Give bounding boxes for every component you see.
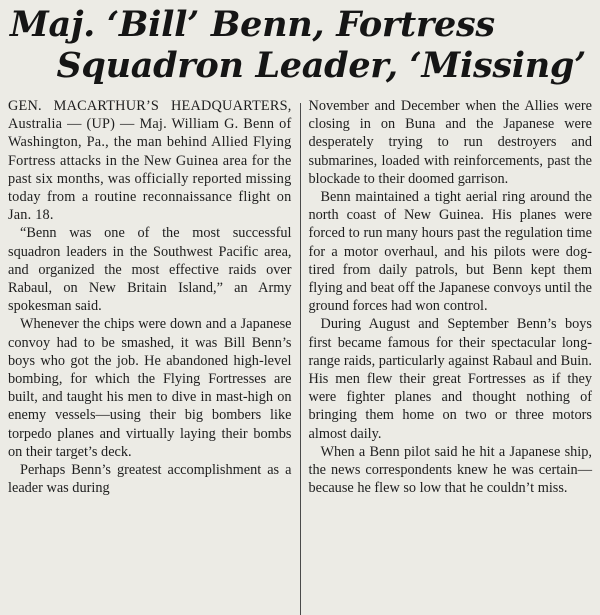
right-column [301, 97, 593, 615]
paragraph-dateline: GEN. MACARTHUR’S HEADQUARTERS, Australia — (UP) — Maj. William G. Benn of Washington, Pa., the man behind Allied Flying Fortress attacks in the New Guinea area for the past six months, was officially reported missing today from a routine reconnaissance flight on Jan. 18. [8, 98, 292, 224]
paragraph-continued: November and December when the Allies were closing in on Buna and the Japanese were desperately trying to run destroyers and submarines, loaded with reinforcements, past the blockade to their doomed garrison. [308, 98, 592, 187]
paragraph: During August and September Benn’s boys first became famous for their spectacular long-range raids, particularly against Rabaul and Buin. His men flew their great Fortresses as if they were fighter planes and thought nothing of bringing them home on two or three motors almost daily. [308, 316, 592, 442]
headline-line-2: Squadron Leader, ‘Missing’ [56, 45, 586, 86]
paragraph: Whenever the chips were down and a Japanese convoy had to be smashed, it was Bill Benn’s boys who got the job. He abandoned high-level bombing, for which the Flying Fortresses are built, and taught his men to dive in mast-high on enemy vessels—using their big bombers like torpedo planes and virtually laying their bombs on their target’s deck. [8, 316, 292, 460]
paragraph: When a Benn pilot said he hit a Japanese ship, the news correspondents knew he was certain—because he flew so low that he couldn’t miss. [308, 443, 592, 497]
paragraph: Benn maintained a tight aerial ring around the north coast of New Guinea. His planes were forced to run many hours past the regulation time for a motor overhaul, and his pilots were dog-tired from daily patrols, but Benn kept them flying and beat off the Japanese convoys until the ground forces had won control. [308, 189, 592, 315]
article-body [8, 97, 592, 615]
headline-line-1: Maj. ‘Bill’ Benn, Fortress [10, 4, 495, 45]
left-column [8, 97, 300, 615]
paragraph: Perhaps Benn’s greatest accomplishment as a leader was during [8, 462, 292, 497]
headline [0, 0, 600, 86]
paragraph: “Benn was one of the most successful squadron leaders in the Southwest Pacific area, and organized the most effective raids over Rabaul, on New Britain Island,” an Army spokesman said. [8, 225, 292, 315]
